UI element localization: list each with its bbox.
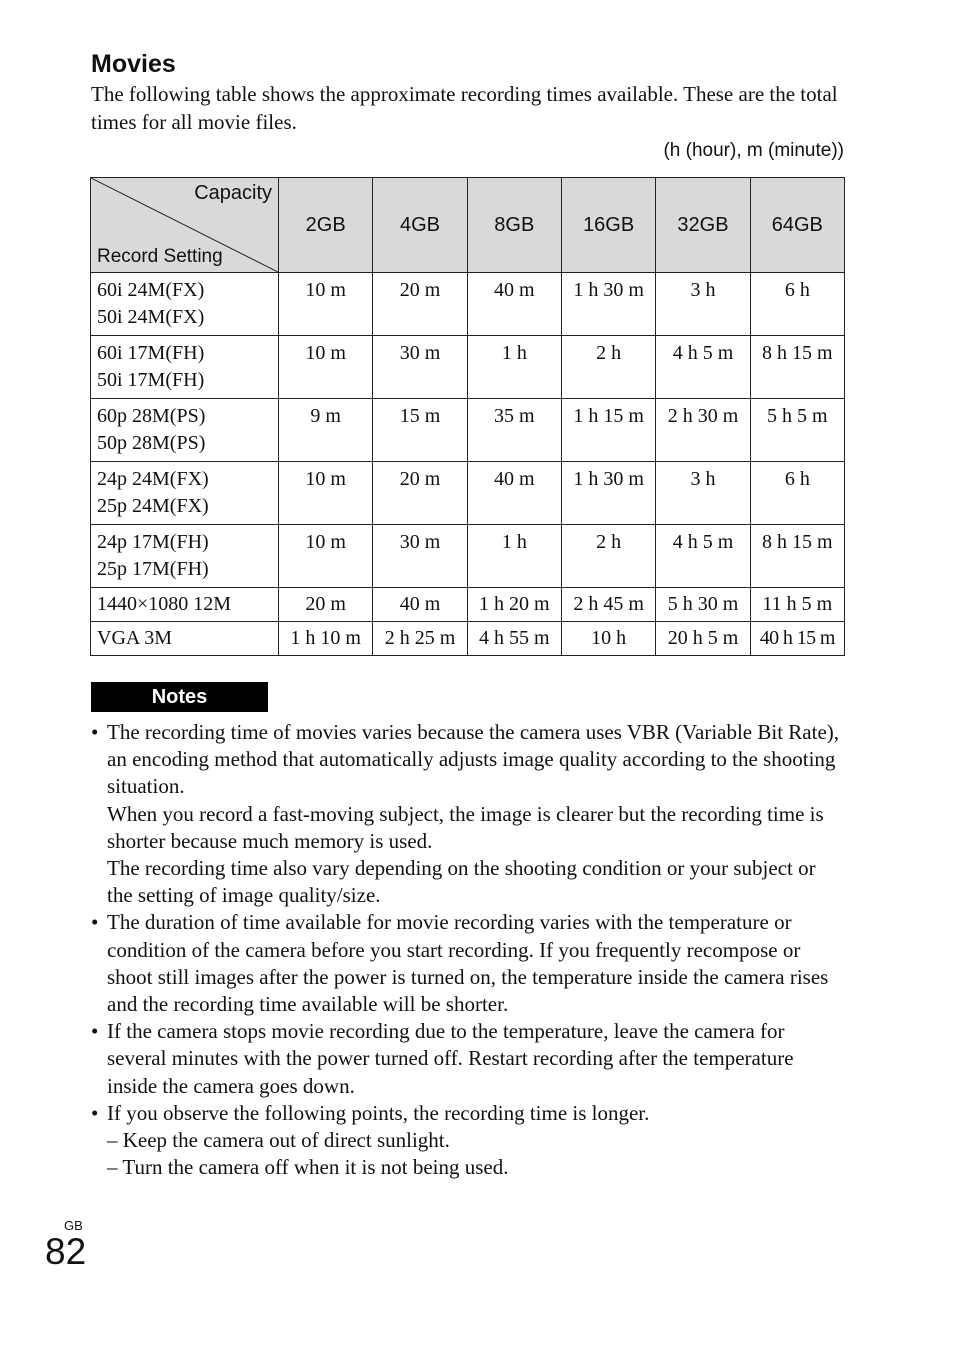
- list-item: [91, 1100, 843, 1182]
- time-cell: 30 m: [373, 336, 467, 399]
- time-cell: 10 m: [279, 462, 373, 525]
- time-cell: 4 h 55 m: [467, 622, 561, 656]
- time-cell: 9 m: [279, 399, 373, 462]
- table-row: [91, 336, 845, 399]
- page-number: 82: [45, 1231, 87, 1272]
- table-body: [91, 273, 845, 656]
- setting-line: 60p 28M(PS): [97, 405, 206, 427]
- time-cell: 20 m: [373, 273, 467, 336]
- time-cell: 8 h 15 m: [750, 525, 844, 588]
- note-paragraph: If you observe the following points, the recording time is longer.: [107, 1100, 650, 1125]
- time-cell: 10 m: [279, 336, 373, 399]
- section-heading: Movies: [91, 50, 176, 78]
- time-cell: 8 h 15 m: [750, 336, 844, 399]
- time-cell: 11 h 5 m: [750, 588, 844, 622]
- setting-line: 24p 17M(FH): [97, 531, 209, 553]
- time-cell: 1 h 30 m: [561, 273, 655, 336]
- time-cell: 1 h: [467, 525, 561, 588]
- table-row: [91, 273, 845, 336]
- time-cell: 40 m: [373, 588, 467, 622]
- time-cell: 20 m: [373, 462, 467, 525]
- time-cell: 20 m: [279, 588, 373, 622]
- time-cell: 2 h: [561, 525, 655, 588]
- setting-line: 60i 24M(FX): [97, 279, 205, 301]
- time-cell: 6 h: [750, 462, 844, 525]
- time-cell: 2 h: [561, 336, 655, 399]
- time-cell: 4 h 5 m: [656, 336, 750, 399]
- time-cell: 10 h: [561, 622, 655, 656]
- table-row: [91, 588, 845, 622]
- time-cell: 40 m: [467, 462, 561, 525]
- time-cell: 2 h 30 m: [656, 399, 750, 462]
- capacity-label: Capacity: [194, 182, 272, 204]
- time-cell: 1 h 30 m: [561, 462, 655, 525]
- intro-paragraph: The following table shows the approximate recording times available. These are the total times for all movie files.: [91, 82, 838, 134]
- record-setting-cell: [91, 525, 279, 588]
- time-cell: 5 h 5 m: [750, 399, 844, 462]
- setting-line: 1440×1080 12M: [97, 593, 232, 615]
- table-row: [91, 525, 845, 588]
- setting-line: 24p 24M(FX): [97, 468, 209, 490]
- notes-list: [91, 719, 843, 1181]
- note-paragraph: If the camera stops movie recording due to the temperature, leave the camera for several minutes with the power turned off. Restart recording after the temperature inside the camera goes down.: [107, 1019, 794, 1098]
- note-subitem: – Keep the camera out of direct sunlight.: [107, 1128, 450, 1153]
- time-cell: 3 h: [656, 273, 750, 336]
- unit-note: (h (hour), m (minute)): [663, 140, 844, 161]
- setting-line: 50p 28M(PS): [97, 432, 206, 454]
- recording-time-table: [90, 177, 845, 656]
- table-header-row: [91, 178, 845, 273]
- time-cell: 2 h 25 m: [373, 622, 467, 656]
- notes-badge: Notes: [91, 682, 268, 712]
- bullet-icon: •: [91, 1019, 99, 1044]
- table-row: [91, 399, 845, 462]
- record-setting-cell: [91, 399, 279, 462]
- time-cell: 3 h: [656, 462, 750, 525]
- setting-line: 50i 24M(FX): [97, 306, 205, 328]
- time-cell: 1 h: [467, 336, 561, 399]
- time-cell: 4 h 5 m: [656, 525, 750, 588]
- setting-line: 60i 17M(FH): [97, 342, 205, 364]
- record-setting-label: Record Setting: [97, 246, 223, 267]
- time-cell: 20 h 5 m: [656, 622, 750, 656]
- setting-line: 25p 24M(FX): [97, 495, 209, 517]
- column-header: 32GB: [656, 178, 750, 273]
- time-cell: 15 m: [373, 399, 467, 462]
- note-paragraph: The recording time of movies varies because the camera uses VBR (Variable Bit Rate), an encoding method that automatically adjusts image quality according to the shooting situation.: [107, 720, 840, 799]
- column-header: 64GB: [750, 178, 844, 273]
- record-setting-cell: [91, 336, 279, 399]
- time-cell: 35 m: [467, 399, 561, 462]
- time-cell: 30 m: [373, 525, 467, 588]
- note-paragraph: When you record a fast-moving subject, the image is clearer but the recording time is shorter because much memory is used.: [107, 801, 824, 853]
- setting-line: 25p 17M(FH): [97, 558, 209, 580]
- column-header: 4GB: [373, 178, 467, 273]
- note-subitem: – Turn the camera off when it is not being used.: [107, 1155, 509, 1180]
- time-cell: 1 h 20 m: [467, 588, 561, 622]
- record-setting-cell: [91, 622, 279, 656]
- table-row: [91, 462, 845, 525]
- time-cell: 5 h 30 m: [656, 588, 750, 622]
- setting-line: VGA 3M: [97, 627, 173, 649]
- note-paragraph: The recording time also vary depending on the shooting condition or your subject or the setting of image quality/size.: [107, 856, 816, 908]
- list-item: [91, 719, 843, 909]
- list-item: [91, 1018, 843, 1100]
- record-setting-cell: [91, 462, 279, 525]
- time-cell: 2 h 45 m: [561, 588, 655, 622]
- column-header: 16GB: [561, 178, 655, 273]
- page-language-code: GB: [64, 1218, 83, 1233]
- list-item: [91, 909, 843, 1018]
- time-cell: 40 h 15 m: [750, 622, 844, 656]
- time-cell: 10 m: [279, 273, 373, 336]
- time-cell: 1 h 10 m: [279, 622, 373, 656]
- record-setting-cell: [91, 588, 279, 622]
- bullet-icon: •: [91, 910, 99, 935]
- column-header: 2GB: [279, 178, 373, 273]
- note-paragraph: The duration of time available for movie recording varies with the temperature or condition of the camera before you start recording. If you frequently recompose or shoot still images after the power is turned on, the temperature inside the camera rises and the recording time available will be shorter.: [107, 910, 829, 1017]
- table-row: [91, 622, 845, 656]
- time-cell: 10 m: [279, 525, 373, 588]
- corner-header-cell: [91, 178, 279, 273]
- setting-line: 50i 17M(FH): [97, 369, 205, 391]
- time-cell: 40 m: [467, 273, 561, 336]
- bullet-icon: •: [91, 720, 99, 744]
- record-setting-cell: [91, 273, 279, 336]
- time-cell: 6 h: [750, 273, 844, 336]
- bullet-icon: •: [91, 1100, 99, 1125]
- column-header: 8GB: [467, 178, 561, 273]
- time-cell: 1 h 15 m: [561, 399, 655, 462]
